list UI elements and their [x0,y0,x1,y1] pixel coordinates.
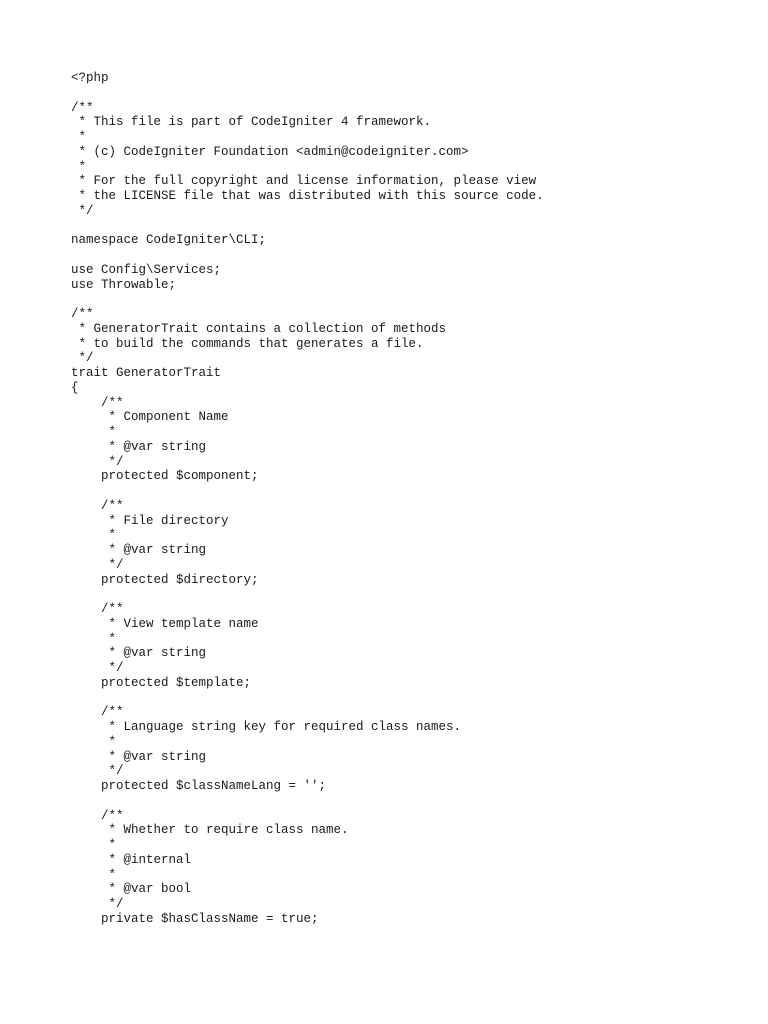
code-line: * @var bool [71,882,192,897]
code-line: <?php [71,71,109,85]
code-line: * [71,159,87,174]
code-line: * [71,528,117,543]
code-line: * [71,734,117,749]
code-line [71,587,731,602]
code-line: trait GeneratorTrait [71,366,222,380]
code-line: * [71,130,87,144]
code-line: */ [71,764,124,779]
code-line: /** [71,705,124,720]
code-block [71,71,731,927]
code-line: protected $directory; [71,572,259,587]
code-line: protected $classNameLang = ''; [71,779,327,793]
code-line: * @var string [71,749,207,764]
code-line [71,794,731,809]
code-line: * @var string [71,543,207,557]
code-line: /** [71,602,124,616]
code-line [71,219,731,234]
code-line: /** [71,498,124,513]
code-line: * (c) CodeIgniter Foundation <admin@codeigniter.com> [71,144,469,159]
code-line [71,484,731,499]
code-line: * [71,631,117,646]
code-line [71,86,731,101]
code-line: /** [71,100,94,115]
code-line: * View template name [71,616,259,631]
code-line: { [71,380,79,395]
code-line: */ [71,897,124,911]
code-line: /** [71,808,124,823]
code-line: * This file is part of CodeIgniter 4 framework. [71,115,432,130]
code-line: private $hasClassName = true; [71,911,319,926]
code-line: * [71,425,117,439]
code-line: protected $component; [71,469,259,484]
code-line: namespace CodeIgniter\CLI; [71,233,267,248]
code-line: * [71,867,117,882]
code-line: /** [71,395,124,410]
code-line: */ [71,661,124,675]
code-line: * the LICENSE file that was distributed with this source code. [71,189,544,203]
code-line: use Throwable; [71,277,177,292]
code-line: */ [71,454,124,469]
document-page [71,71,731,927]
code-line: * File directory [71,513,229,528]
code-line: * [71,838,117,852]
code-line: protected $template; [71,675,252,690]
code-line [71,248,731,263]
code-line: * Language string key for required class names. [71,720,462,734]
code-line: * @var string [71,439,207,454]
code-line: */ [71,351,94,366]
code-line: */ [71,557,124,572]
code-line [71,691,731,706]
code-line: * to build the commands that generates a file. [71,336,424,351]
code-line: * Component Name [71,410,229,425]
code-line: */ [71,203,94,218]
code-line: /** [71,307,94,321]
code-line: * @internal [71,852,192,867]
code-line: * Whether to require class name. [71,823,349,838]
code-line: * @var string [71,646,207,661]
code-line: * GeneratorTrait contains a collection of methods [71,321,447,336]
code-line: use Config\Services; [71,262,222,277]
code-line: * For the full copyright and license information, please view [71,174,537,189]
code-line [71,292,731,307]
